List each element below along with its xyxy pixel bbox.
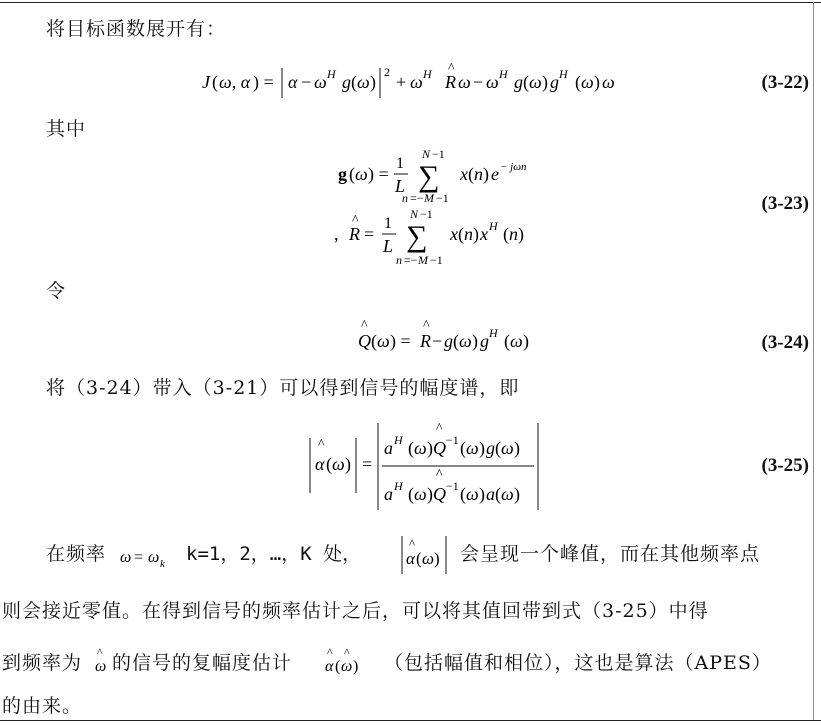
svg-text:ω: ω — [458, 72, 471, 92]
svg-text:k: k — [160, 558, 165, 570]
svg-text:−1: −1 — [436, 191, 449, 205]
svg-text:^: ^ — [327, 645, 333, 659]
svg-text:n: n — [402, 191, 408, 205]
bottom-rule — [0, 720, 821, 721]
equation-number-3-24: (3-24) — [761, 332, 809, 353]
equation-3-25 — [302, 418, 562, 513]
svg-text:): ) — [523, 331, 529, 351]
svg-text:(: ( — [458, 224, 464, 244]
svg-text:n: n — [396, 253, 402, 267]
svg-text:a: a — [486, 484, 495, 504]
para-line4: 的由来。 — [2, 695, 83, 717]
svg-text:^: ^ — [409, 536, 416, 551]
svg-text:e: e — [491, 164, 499, 184]
intro-text: 将目标函数展开有： — [46, 18, 227, 40]
svg-text:H: H — [559, 67, 568, 81]
svg-text:^: ^ — [423, 318, 430, 333]
equation-number-3-23: (3-23) — [761, 193, 809, 214]
svg-text:−1: −1 — [446, 479, 459, 493]
svg-text:): ) — [514, 438, 520, 458]
svg-text:L: L — [395, 176, 406, 196]
svg-text:H: H — [423, 67, 432, 81]
svg-text:(: ( — [371, 331, 377, 351]
svg-text:=−: =− — [404, 253, 418, 267]
svg-text:^: ^ — [97, 645, 103, 659]
let-text: 令 — [46, 280, 67, 302]
svg-text:x: x — [450, 224, 458, 244]
svg-text:^: ^ — [436, 421, 443, 436]
svg-text:): ) — [434, 549, 440, 568]
svg-text:ω: ω — [422, 549, 435, 568]
svg-text:H: H — [394, 479, 403, 493]
svg-text:R: R — [445, 72, 456, 92]
svg-text:): ) — [594, 72, 600, 92]
svg-text:): ) — [514, 484, 520, 504]
para-line3-a: 到频率为 — [2, 652, 83, 674]
svg-text:^: ^ — [361, 318, 368, 333]
svg-text:(: ( — [503, 224, 509, 244]
svg-text:): ) — [427, 438, 433, 458]
para-line1-b: k=1，2，…，K 处， — [186, 543, 362, 565]
svg-text:g: g — [342, 72, 351, 92]
svg-text:(: ( — [504, 331, 510, 351]
svg-text:): ) — [353, 658, 359, 675]
svg-text:^: ^ — [448, 61, 455, 76]
svg-text:(: ( — [349, 164, 355, 184]
inline-alpha-hat-omega-hat — [322, 640, 374, 676]
svg-text:ω: ω — [414, 484, 427, 504]
svg-text:): ) — [427, 484, 433, 504]
svg-text:ω: ω — [466, 438, 479, 458]
svg-text:α: α — [288, 72, 298, 92]
svg-text:L: L — [383, 236, 394, 256]
svg-text:(: ( — [335, 658, 341, 675]
svg-text:Q: Q — [358, 331, 371, 351]
svg-text:a: a — [384, 484, 393, 504]
svg-text:) =: ) = — [368, 164, 389, 184]
svg-text:ω: ω — [581, 72, 594, 92]
svg-text:(: ( — [408, 438, 414, 458]
svg-text:g: g — [550, 72, 559, 92]
right-rule — [813, 2, 814, 720]
svg-text:(: ( — [495, 484, 501, 504]
svg-text:M: M — [424, 191, 434, 205]
svg-text:a: a — [384, 438, 393, 458]
svg-text:R: R — [349, 224, 360, 244]
svg-text:): ) — [473, 224, 479, 244]
svg-text:J: J — [202, 72, 210, 92]
inline-alpha-abs — [396, 532, 458, 578]
svg-text:H: H — [327, 67, 336, 81]
equation-3-24 — [352, 315, 562, 360]
svg-text:^: ^ — [436, 467, 443, 482]
svg-text:ω: ω — [357, 72, 370, 92]
svg-text:g: g — [480, 331, 489, 351]
equation-number-3-22: (3-22) — [761, 72, 809, 93]
equation-3-22 — [200, 58, 660, 108]
inline-omega-eq-omegak — [118, 540, 180, 570]
svg-text:^: ^ — [318, 437, 325, 452]
svg-text:Q: Q — [433, 484, 446, 504]
svg-text:(: ( — [495, 438, 501, 458]
svg-text:(: ( — [453, 331, 459, 351]
svg-text:(: ( — [212, 72, 218, 92]
where-text: 其中 — [46, 118, 87, 140]
svg-text:N: N — [410, 207, 419, 221]
svg-text:g: g — [444, 331, 453, 351]
svg-text:x: x — [460, 164, 468, 184]
svg-text:): ) — [542, 72, 548, 92]
svg-text:^: ^ — [352, 213, 359, 228]
para-line3-c: （包括幅值和相位），这也是算法（APES） — [384, 652, 772, 674]
substitute-text: 将（3-24）带入（3-21）可以得到信号的幅度谱，即 — [46, 377, 520, 399]
svg-text:ω: ω — [602, 72, 615, 92]
svg-text:g: g — [338, 164, 347, 184]
para-line1-a: 在频率 — [46, 543, 107, 565]
svg-text:x: x — [480, 224, 488, 244]
svg-text:Q: Q — [433, 438, 446, 458]
svg-text:n: n — [474, 164, 483, 184]
svg-text:) =: ) = — [390, 331, 411, 351]
svg-text:(: ( — [460, 438, 466, 458]
svg-text:): ) — [345, 454, 351, 474]
svg-text:): ) — [472, 331, 478, 351]
svg-text:ω: ω — [95, 658, 107, 675]
svg-text:): ) — [483, 164, 489, 184]
equation-number-3-25: (3-25) — [761, 455, 809, 476]
svg-text:g: g — [514, 72, 523, 92]
svg-text:g: g — [486, 438, 495, 458]
svg-text:α: α — [325, 658, 334, 675]
svg-text:=: = — [362, 454, 373, 474]
svg-text:∑: ∑ — [406, 220, 428, 253]
svg-text:−1: −1 — [420, 207, 433, 221]
svg-text:1: 1 — [384, 215, 392, 232]
svg-text:H: H — [394, 433, 403, 447]
svg-text:): ) — [479, 484, 485, 504]
svg-text:ω: ω — [466, 484, 479, 504]
svg-text:ω: ω — [314, 72, 327, 92]
svg-text:−1: −1 — [430, 253, 443, 267]
svg-text:(: ( — [460, 484, 466, 504]
svg-text:(: ( — [408, 484, 414, 504]
svg-text:−1: −1 — [432, 147, 445, 161]
svg-text:n: n — [464, 224, 473, 244]
svg-text:N: N — [422, 147, 431, 161]
svg-text:): ) — [479, 438, 485, 458]
svg-text:−1: −1 — [446, 433, 459, 447]
svg-text:=: = — [364, 224, 375, 244]
svg-text:(: ( — [351, 72, 357, 92]
svg-text:R: R — [420, 331, 431, 351]
svg-text:H: H — [499, 67, 508, 81]
svg-text:−: − — [432, 331, 443, 351]
para-line2: 则会接近零值。在得到信号的频率估计之后，可以将其值回带到式（3-25）中得 — [2, 600, 709, 622]
svg-text:α: α — [315, 454, 325, 474]
svg-text:ω: ω — [486, 72, 499, 92]
svg-text:ω: ω — [377, 331, 390, 351]
svg-text:ω: ω — [501, 484, 514, 504]
svg-text:=: = — [134, 549, 144, 566]
para-line3-b: 的信号的复幅度估计 — [112, 652, 293, 674]
para-line1-c: 会呈现一个峰值，而在其他频率点 — [460, 543, 761, 565]
svg-text:(: ( — [523, 72, 529, 92]
svg-text:1: 1 — [396, 155, 404, 172]
svg-text:− jωn: − jωn — [500, 161, 527, 173]
svg-text:ω: ω — [510, 331, 523, 351]
svg-text:ω: ω — [529, 72, 542, 92]
svg-text:ω: ω — [459, 331, 472, 351]
svg-text:ω: ω — [410, 72, 423, 92]
svg-text:): ) — [518, 224, 524, 244]
svg-text:(: ( — [326, 454, 332, 474]
svg-text:n: n — [509, 224, 518, 244]
svg-text:+: + — [396, 72, 407, 92]
svg-text:−: − — [301, 72, 312, 92]
svg-text:−: − — [473, 72, 484, 92]
svg-text:): ) — [370, 72, 376, 92]
svg-text:(: ( — [468, 164, 474, 184]
svg-text:(: ( — [575, 72, 581, 92]
svg-text:∑: ∑ — [418, 160, 440, 193]
svg-text:ω: ω — [120, 549, 132, 566]
inline-omega-hat — [94, 640, 112, 676]
svg-text:ω, α: ω, α — [219, 72, 251, 92]
svg-text:M: M — [418, 253, 428, 267]
svg-text:^: ^ — [344, 645, 350, 659]
svg-text:ω: ω — [355, 164, 368, 184]
equation-3-23 — [322, 140, 582, 275]
top-rule — [0, 2, 821, 3]
svg-text:ω: ω — [148, 549, 160, 566]
svg-text:=−: =− — [410, 191, 424, 205]
svg-text:ω: ω — [414, 438, 427, 458]
svg-text:H: H — [489, 219, 498, 233]
svg-text:,: , — [334, 224, 339, 244]
svg-text:ω: ω — [332, 454, 345, 474]
svg-text:ω: ω — [341, 658, 353, 675]
svg-text:α: α — [406, 549, 415, 568]
svg-text:ω: ω — [501, 438, 514, 458]
svg-text:H: H — [489, 326, 498, 340]
svg-text:(: ( — [416, 549, 422, 568]
svg-text:) =: ) = — [253, 72, 274, 92]
svg-text:2: 2 — [384, 65, 390, 79]
